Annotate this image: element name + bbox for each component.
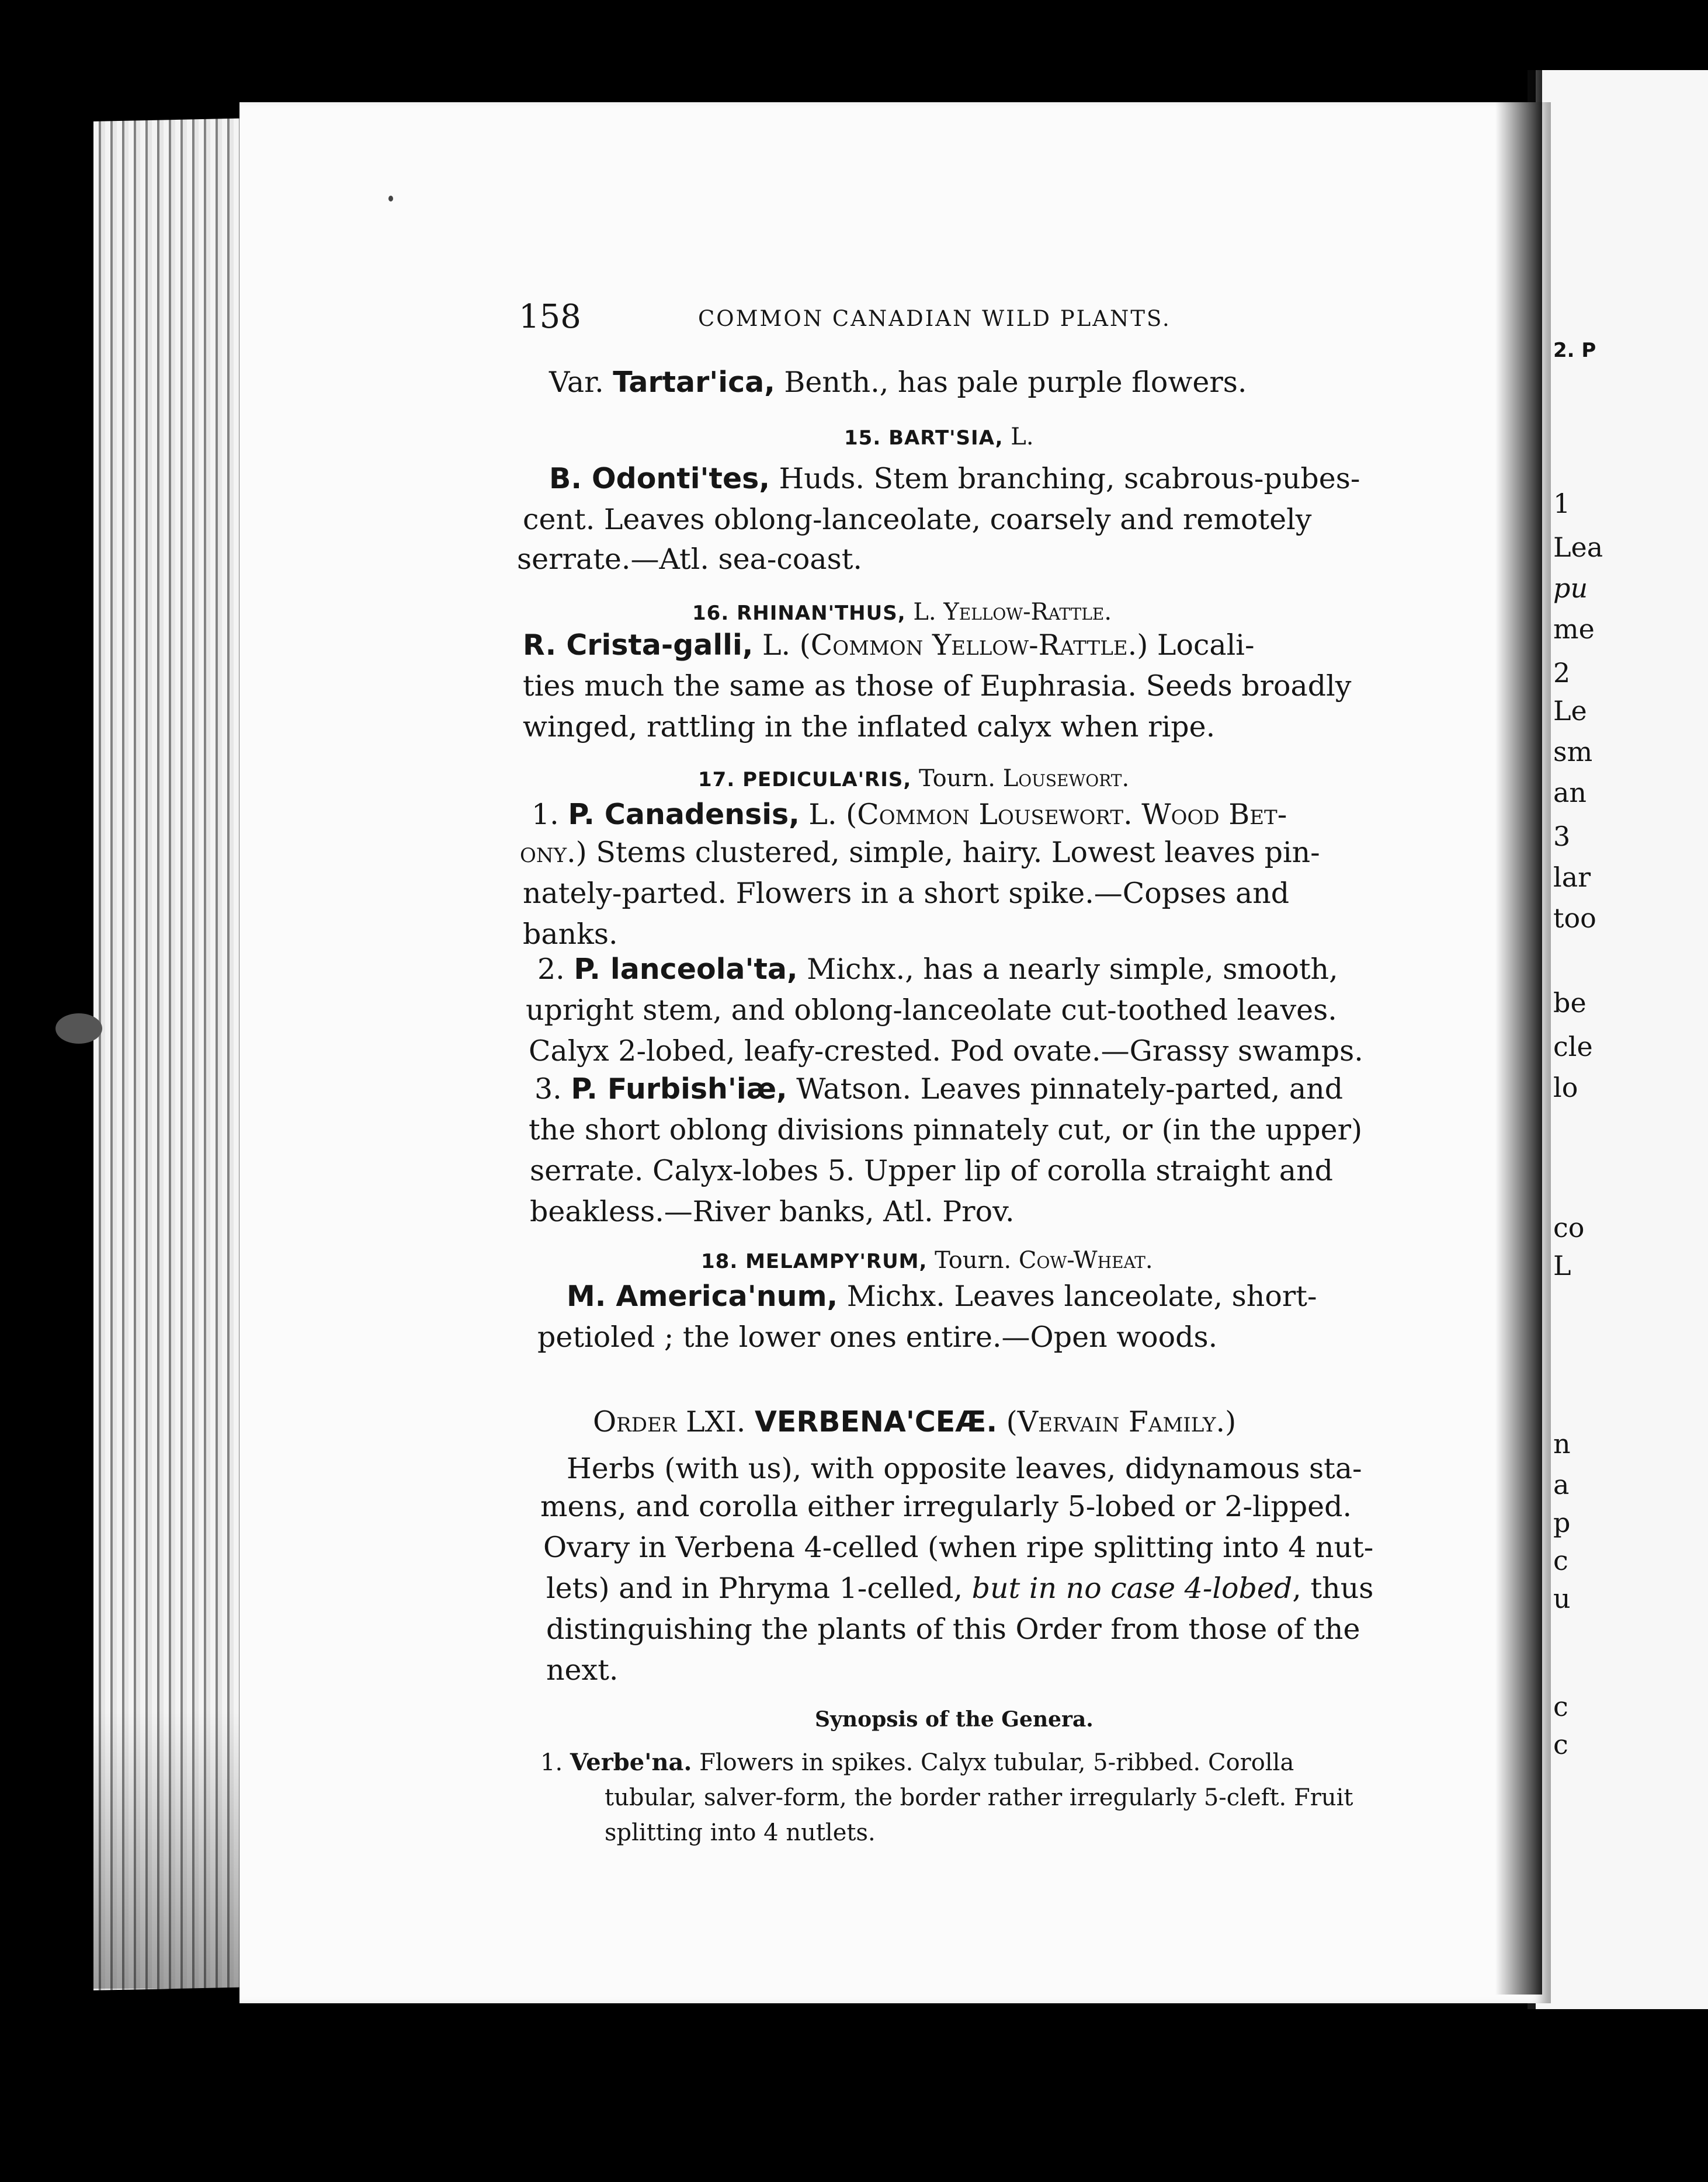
text-run: the short oblong divisions pinnately cut, or (in the upper) bbox=[529, 1113, 1363, 1146]
facing-page-fragment: c bbox=[1553, 1691, 1568, 1722]
page-number: 158 bbox=[519, 298, 581, 336]
text-line bbox=[530, 1197, 1015, 1226]
text-run: 1. bbox=[532, 798, 568, 831]
text-run: 15. BART'SIA, bbox=[844, 426, 1004, 450]
text-line bbox=[523, 669, 1352, 703]
text-run: Lousewort. bbox=[1002, 765, 1130, 792]
text-line bbox=[815, 1702, 1093, 1731]
text-run: ) Locali- bbox=[1137, 628, 1255, 662]
text-run: lets) and in Phryma 1-celled, bbox=[546, 1572, 972, 1605]
text-line bbox=[517, 545, 862, 574]
facing-page-fragment: lo bbox=[1553, 1072, 1578, 1103]
text-run: banks. bbox=[523, 918, 618, 951]
text-run: Var. bbox=[549, 366, 613, 399]
facing-page-fragment: me bbox=[1553, 613, 1595, 645]
text-line bbox=[529, 1113, 1363, 1146]
text-line bbox=[546, 1615, 1360, 1644]
facing-page-fragment: too bbox=[1553, 902, 1596, 934]
text-run: LXI. bbox=[676, 1405, 755, 1439]
text-run: Tourn. bbox=[927, 1247, 1019, 1274]
facing-page-fragment: an bbox=[1553, 777, 1587, 808]
text-run: R. Crista-galli, bbox=[523, 628, 754, 662]
scan-speck bbox=[388, 196, 393, 201]
text-run: Huds. Stem branching, scabrous-pubes- bbox=[769, 462, 1360, 495]
text-line bbox=[532, 800, 1287, 829]
facing-page-fragment: cle bbox=[1553, 1031, 1593, 1062]
text-run: Tourn. bbox=[911, 765, 1003, 792]
text-run: serrate. Calyx-lobes 5. Upper lip of corolla straight and bbox=[530, 1154, 1334, 1187]
facing-page-fragment: 3 bbox=[1553, 821, 1571, 852]
facing-page-fragment: 2. P bbox=[1553, 339, 1596, 362]
text-run: distinguishing the plants of this Order from those of the bbox=[546, 1613, 1360, 1646]
text-run: nately-parted. Flowers in a short spike.—Copses and bbox=[523, 877, 1290, 910]
facing-page-fragment: pu bbox=[1553, 572, 1588, 604]
text-line bbox=[605, 1781, 1353, 1810]
text-run: 2. bbox=[537, 953, 574, 986]
text-run: mens, and corolla either irregularly 5-lobed or 2-lipped. bbox=[540, 1490, 1352, 1523]
text-line bbox=[549, 368, 1247, 397]
text-run: Yellow-Rattle. bbox=[943, 599, 1112, 626]
text-run: Michx., has a nearly simple, smooth, bbox=[797, 953, 1338, 986]
text-run: ) bbox=[1225, 1405, 1237, 1439]
text-run: tubular, salver-form, the border rather irregularly 5-cleft. Fruit bbox=[605, 1784, 1353, 1811]
text-line bbox=[530, 1156, 1333, 1185]
text-run: Order bbox=[593, 1405, 677, 1439]
text-run: Synopsis of the Genera. bbox=[815, 1707, 1093, 1732]
text-run: Flowers in spikes. Calyx tubular, 5-ribbed. Corolla bbox=[692, 1749, 1294, 1776]
facing-page-fragment: co bbox=[1553, 1212, 1585, 1243]
text-run: VERBENA'CEÆ. bbox=[754, 1405, 998, 1439]
text-line bbox=[546, 1574, 1373, 1603]
text-run: Benth., has pale purple flowers. bbox=[775, 366, 1247, 399]
text-run: Michx. Leaves lanceolate, short- bbox=[838, 1280, 1317, 1313]
text-line bbox=[701, 1244, 1153, 1273]
text-run: B. Odonti'tes, bbox=[549, 462, 770, 495]
page-edges-shade bbox=[93, 120, 257, 1989]
text-line bbox=[540, 1746, 1294, 1775]
text-run: 17. PEDICULA'RIS, bbox=[698, 768, 912, 791]
text-run: 18. MELAMPY'RUM, bbox=[701, 1250, 928, 1273]
facing-page-fragment: be bbox=[1553, 987, 1587, 1019]
text-run: ties much the same as those of Euphrasia. Seeds broadly bbox=[523, 669, 1352, 703]
page-content bbox=[239, 102, 1551, 2003]
text-line bbox=[698, 762, 1129, 791]
facing-page-fragment: c bbox=[1553, 1545, 1568, 1576]
text-line bbox=[534, 1072, 1344, 1106]
book-page bbox=[239, 102, 1551, 2003]
text-line bbox=[546, 1653, 619, 1687]
text-run: Calyx 2-lobed, leafy-crested. Pod ovate.—Grassy swamps. bbox=[529, 1034, 1363, 1068]
text-run: Verbe'na. bbox=[570, 1749, 692, 1776]
facing-page-fragment: p bbox=[1553, 1507, 1571, 1538]
text-line bbox=[844, 421, 1034, 449]
text-run: next. bbox=[546, 1653, 619, 1687]
text-line bbox=[523, 918, 618, 951]
text-run: P. Furbish'iæ, bbox=[571, 1072, 787, 1106]
facing-page-fragment: u bbox=[1553, 1583, 1571, 1614]
text-run: L. bbox=[905, 599, 944, 626]
facing-page-fragment: sm bbox=[1553, 736, 1593, 767]
facing-page-fragment: n bbox=[1553, 1428, 1571, 1460]
facing-page-fragment: 1 bbox=[1553, 488, 1571, 519]
facing-page-fragment: Lea bbox=[1553, 531, 1603, 563]
text-run: L. ( bbox=[753, 628, 811, 662]
text-line bbox=[593, 1405, 1237, 1439]
text-run: 16. RHINAN'THUS, bbox=[692, 602, 906, 625]
gutter-shadow bbox=[1495, 67, 1542, 1995]
text-run: Tartar'ica, bbox=[613, 366, 775, 399]
text-run: cent. Leaves oblong-lanceolate, coarsely and remotely bbox=[523, 503, 1312, 536]
text-line bbox=[543, 1533, 1373, 1562]
scan-speck bbox=[55, 1013, 102, 1044]
facing-page-fragment: c bbox=[1553, 1729, 1568, 1760]
text-line bbox=[529, 1034, 1363, 1068]
text-line bbox=[605, 1816, 876, 1845]
text-run: P. Canadensis, bbox=[568, 798, 800, 831]
text-line bbox=[567, 1282, 1317, 1311]
text-line bbox=[567, 1454, 1362, 1483]
text-line bbox=[520, 838, 1320, 867]
facing-page-fragment: 2 bbox=[1553, 657, 1571, 689]
facing-page-fragment: lar bbox=[1553, 861, 1591, 893]
text-run: Watson. Leaves pinnately-parted, and bbox=[787, 1072, 1344, 1106]
text-run: Common Lousewort. Wood Bet- bbox=[857, 798, 1287, 831]
text-run: Common Yellow-Rattle. bbox=[810, 628, 1137, 662]
facing-page-fragment: Le bbox=[1553, 695, 1587, 727]
text-run: , thus bbox=[1292, 1572, 1374, 1605]
text-line bbox=[549, 464, 1360, 493]
text-run: M. America'num, bbox=[567, 1280, 838, 1313]
text-run: ony. bbox=[520, 836, 576, 869]
text-run: Cow-Wheat. bbox=[1018, 1247, 1153, 1274]
facing-page bbox=[1528, 70, 1708, 2009]
text-run: Ovary in Verbena 4-celled (when ripe splitting into 4 nut- bbox=[543, 1531, 1374, 1564]
text-run: Herbs (with us), with opposite leaves, didynamous sta- bbox=[567, 1452, 1362, 1485]
text-line bbox=[526, 993, 1337, 1027]
text-run: P. lanceola'ta, bbox=[574, 953, 798, 986]
text-run: 1. bbox=[540, 1749, 570, 1776]
text-line bbox=[540, 1492, 1352, 1521]
text-line bbox=[537, 1321, 1218, 1354]
text-line bbox=[523, 505, 1311, 534]
text-line bbox=[537, 955, 1338, 984]
facing-page-fragment: a bbox=[1553, 1469, 1570, 1500]
text-run: L. bbox=[1003, 423, 1034, 450]
text-run: L. ( bbox=[799, 798, 858, 831]
running-head: COMMON CANADIAN WILD PLANTS. bbox=[698, 306, 1171, 331]
text-run: but in no case 4-lobed bbox=[971, 1572, 1293, 1605]
text-run: ( bbox=[997, 1405, 1018, 1439]
text-run: 3. bbox=[534, 1072, 571, 1106]
text-run: splitting into 4 nutlets. bbox=[605, 1819, 876, 1846]
text-run: Vervain Family. bbox=[1017, 1405, 1226, 1439]
text-line bbox=[523, 879, 1289, 908]
text-line bbox=[692, 596, 1112, 624]
text-run: petioled ; the lower ones entire.—Open woods. bbox=[537, 1321, 1218, 1354]
text-run: winged, rattling in the inflated calyx when ripe. bbox=[523, 710, 1216, 743]
text-line bbox=[523, 628, 1255, 662]
text-run: ) Stems clustered, simple, hairy. Lowest leaves pin- bbox=[575, 836, 1320, 869]
facing-page-fragment: L bbox=[1553, 1250, 1571, 1281]
text-run: beakless.—River banks, Atl. Prov. bbox=[530, 1195, 1015, 1228]
text-run: upright stem, and oblong-lanceolate cut-toothed leaves. bbox=[526, 993, 1337, 1027]
text-line bbox=[523, 710, 1216, 743]
text-run: serrate.—Atl. sea-coast. bbox=[517, 543, 862, 576]
